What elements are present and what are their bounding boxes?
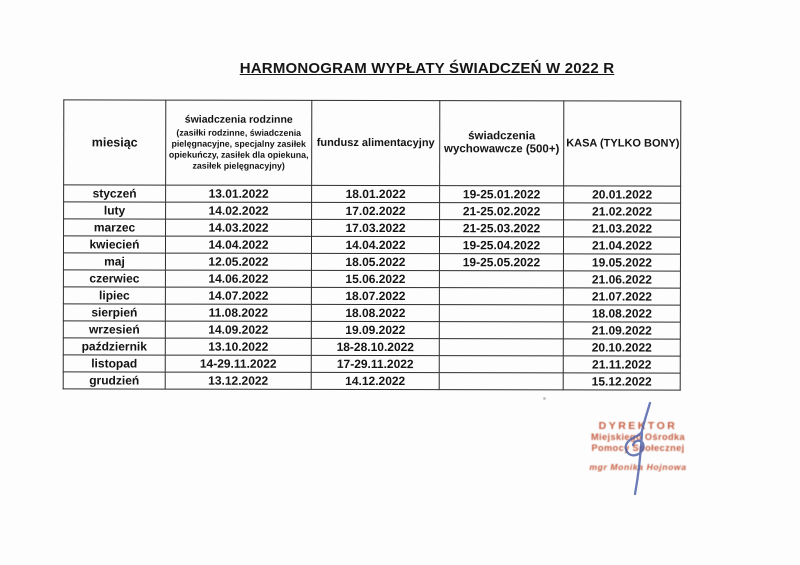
date-cell: 18.08.2022 bbox=[563, 305, 680, 322]
table-row bbox=[63, 270, 680, 288]
date-cell: 21.02.2022 bbox=[564, 203, 681, 220]
month-cell: marzec bbox=[64, 219, 166, 236]
month-cell: październik bbox=[63, 338, 165, 355]
header-label: fundusz alimentacyjny bbox=[316, 136, 435, 149]
date-cell: 19.09.2022 bbox=[311, 321, 439, 338]
table-row bbox=[63, 253, 680, 271]
table-header-row bbox=[64, 100, 681, 186]
date-cell: 18.08.2022 bbox=[311, 304, 439, 321]
date-cell bbox=[439, 339, 563, 356]
table-row bbox=[63, 372, 680, 390]
date-cell: 14.04.2022 bbox=[165, 236, 311, 253]
date-cell: 19-25.01.2022 bbox=[440, 186, 564, 203]
date-cell: 21-25.02.2022 bbox=[440, 203, 564, 220]
header-cell-childcare-500plus bbox=[440, 101, 564, 186]
stamp-org-line2: Pomocy Społecznej bbox=[591, 442, 685, 453]
date-cell: 21.09.2022 bbox=[563, 322, 680, 339]
date-cell: 14-29.11.2022 bbox=[165, 355, 311, 372]
table-row bbox=[63, 287, 680, 305]
month-cell: grudzień bbox=[63, 372, 165, 389]
month-cell: lipiec bbox=[63, 287, 165, 304]
date-cell: 21.07.2022 bbox=[563, 288, 680, 305]
header-cell-family-benefits bbox=[166, 100, 312, 185]
date-cell: 14.06.2022 bbox=[165, 270, 311, 287]
date-cell bbox=[439, 271, 563, 288]
date-cell: 21.04.2022 bbox=[563, 237, 680, 254]
date-cell: 19.05.2022 bbox=[563, 254, 680, 271]
scan-speck bbox=[543, 397, 546, 400]
table-row bbox=[63, 304, 680, 322]
date-cell: 14.07.2022 bbox=[165, 287, 311, 304]
stamp-org-line1: Miejskiego Ośrodka bbox=[590, 432, 685, 442]
date-cell: 20.01.2022 bbox=[564, 186, 681, 203]
table-row bbox=[63, 338, 680, 356]
table-row bbox=[63, 355, 680, 373]
document-title: HARMONOGRAM WYPŁATY ŚWIADCZEŃ W 2022 R bbox=[239, 60, 615, 77]
date-cell: 20.10.2022 bbox=[563, 339, 680, 356]
date-cell: 18.07.2022 bbox=[311, 287, 439, 304]
table-row bbox=[64, 219, 681, 237]
date-cell: 11.08.2022 bbox=[165, 304, 311, 321]
month-cell: luty bbox=[64, 202, 166, 219]
date-cell: 18.05.2022 bbox=[311, 253, 439, 270]
date-cell: 17.02.2022 bbox=[312, 202, 440, 219]
date-cell: 14.03.2022 bbox=[166, 219, 312, 236]
date-cell: 14.04.2022 bbox=[311, 236, 439, 253]
header-cell-cash-vouchers bbox=[564, 101, 681, 186]
date-cell: 14.09.2022 bbox=[165, 321, 311, 338]
date-cell: 19-25.05.2022 bbox=[439, 254, 563, 271]
date-cell: 15.06.2022 bbox=[311, 270, 439, 287]
month-cell: listopad bbox=[63, 355, 165, 372]
table-row bbox=[64, 202, 681, 220]
date-cell: 17.03.2022 bbox=[312, 219, 440, 236]
month-cell: czerwiec bbox=[63, 270, 165, 287]
header-label: KASA (TYLKO BONY) bbox=[566, 136, 680, 150]
header-cell-month bbox=[64, 100, 166, 185]
header-label: miesiąc bbox=[91, 134, 138, 150]
date-cell: 14.02.2022 bbox=[166, 202, 312, 219]
date-cell: 21.06.2022 bbox=[563, 271, 680, 288]
date-cell: 18.01.2022 bbox=[312, 185, 440, 202]
date-cell: 18-28.10.2022 bbox=[311, 338, 439, 355]
month-cell: sierpień bbox=[63, 304, 165, 321]
date-cell: 14.12.2022 bbox=[311, 372, 439, 389]
month-cell: wrzesień bbox=[63, 321, 165, 338]
date-cell: 21-25.03.2022 bbox=[440, 220, 564, 237]
table-row bbox=[63, 236, 680, 254]
stamp-title: DYREKTOR bbox=[598, 420, 678, 432]
header-label: świadczenia rodzinne bbox=[184, 113, 293, 126]
date-cell: 13.01.2022 bbox=[166, 185, 312, 202]
month-cell: styczeń bbox=[64, 185, 166, 202]
date-cell: 17-29.11.2022 bbox=[311, 355, 439, 372]
table-row bbox=[64, 185, 681, 203]
table-row bbox=[63, 321, 680, 339]
payment-schedule-table bbox=[63, 99, 682, 390]
month-cell: kwiecień bbox=[63, 236, 165, 253]
date-cell: 15.12.2022 bbox=[563, 373, 680, 390]
header-label: świadczenia wychowawcze (500+) bbox=[444, 130, 560, 156]
date-cell bbox=[439, 305, 563, 322]
header-cell-alimony-fund bbox=[312, 100, 440, 185]
date-cell: 12.05.2022 bbox=[165, 253, 311, 270]
date-cell bbox=[439, 356, 563, 373]
date-cell: 13.10.2022 bbox=[165, 338, 311, 355]
month-cell: maj bbox=[63, 253, 165, 270]
date-cell: 21.11.2022 bbox=[563, 356, 680, 373]
date-cell bbox=[439, 288, 563, 305]
date-cell bbox=[439, 373, 563, 390]
header-sublabel: (zasiłki rodzinne, świadczenia pielęgnacyjne, specjalny zasiłek opiekuńczy, zasiłek dla opiekuna, zasiłek pielęgnacyjny) bbox=[168, 127, 309, 171]
schedule-body bbox=[63, 185, 680, 390]
date-cell: 21.03.2022 bbox=[564, 220, 681, 237]
date-cell: 13.12.2022 bbox=[165, 372, 311, 389]
director-stamp bbox=[572, 421, 704, 472]
stamp-signer-name: mgr Monika Hojnowa bbox=[589, 462, 687, 472]
date-cell bbox=[439, 322, 563, 339]
date-cell: 19-25.04.2022 bbox=[439, 237, 563, 254]
